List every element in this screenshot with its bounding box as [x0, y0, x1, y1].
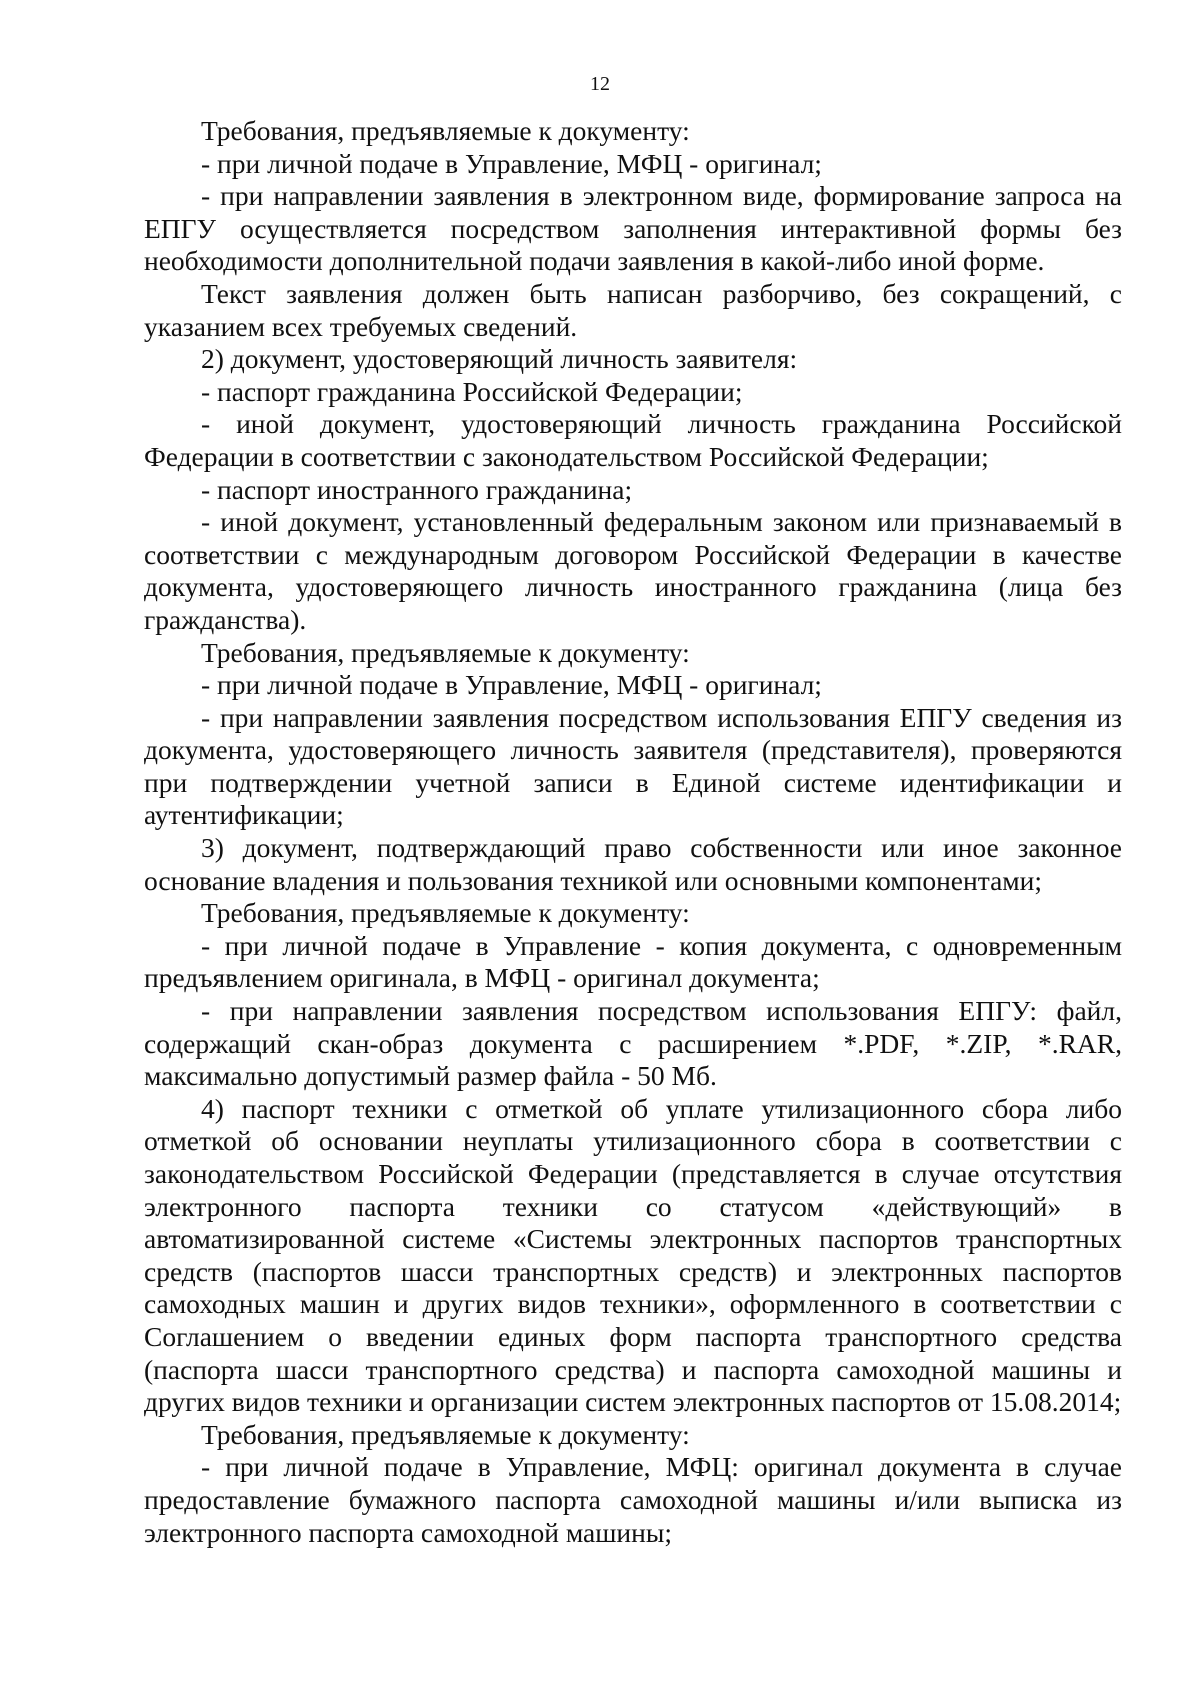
- paragraph: - при личной подаче в Управление, МФЦ - оригинал;: [201, 669, 822, 701]
- paragraph: - при личной подаче в Управление - копия документа, с одновременным предъявлением оригинала, в МФЦ - оригинал документа;: [144, 929, 1122, 994]
- paragraph: Требования, предъявляемые к документу:: [201, 897, 690, 929]
- paragraph: - паспорт иностранного гражданина;: [201, 473, 633, 505]
- paragraph: - иной документ, удостоверяющий личность гражданина Российской Федерации в соответствии с законодательством Российской Федерации;: [144, 408, 1122, 472]
- paragraph: Текст заявления должен быть написан разборчиво, без сокращений, с указанием всех требуемых сведений.: [144, 277, 1122, 342]
- paragraph: 3) документ, подтверждающий право собственности или иное законное основание владения и пользования техникой или основными компонентами;: [144, 832, 1122, 896]
- paragraph: Требования, предъявляемые к документу:: [201, 115, 690, 146]
- paragraph: - иной документ, установленный федеральным законом или признаваемый в соответствии с международным договором Российской Федерации в качестве документа, удостоверяющего личность иностранного гражданина (лица без гражданства).: [144, 506, 1122, 635]
- paragraph: 4) паспорт техники с отметкой об уплате утилизационного сбора либо отметкой об основании неуплаты утилизационного сбора в соответствии с законодательством Российской Федерации (представляется в случае отсутствия электронного паспорта техники со статусом «действующий» в автоматизированной системе «Системы электронных паспортов транспортных средств (паспортов шасси транспортных средств) и электронных паспортов самоходных машин и других видов техники», оформленного в соответствии с Соглашением о введении единых форм паспорта транспортного средства (паспорта шасси транспортного средства) и паспорта самоходной машины и других видов техники и организации систем электронных паспортов от 15.08.2014;: [144, 1092, 1122, 1418]
- paragraph: 2) документ, удостоверяющий личность заявителя:: [201, 343, 798, 375]
- paragraph: - паспорт гражданина Российской Федерации;: [201, 375, 743, 407]
- paragraph: Требования, предъявляемые к документу:: [201, 1418, 690, 1450]
- paragraph: - при направлении заявления посредством использования ЕПГУ: файл, содержащий скан-образ документа с расширением *.PDF, *.ZIP, *.RAR, максимально допустимый размер файла - 50 Мб.: [144, 995, 1122, 1092]
- paragraph: - при личной подаче в Управление, МФЦ - оригинал;: [201, 147, 822, 179]
- paragraph: Требования, предъявляемые к документу:: [201, 636, 690, 668]
- page-number: 12: [590, 73, 610, 95]
- paragraph: - при направлении заявления в электронном виде, формирование запроса на ЕПГУ осуществляется посредством заполнения интерактивной формы без необходимости дополнительной подачи заявления в какой-либо иной форме.: [144, 180, 1122, 277]
- paragraph: - при личной подаче в Управление, МФЦ: оригинал документа в случае предоставление бумажного паспорта самоходной машины и/или выписка из электронного паспорта самоходной машины;: [144, 1451, 1122, 1548]
- paragraph: - при направлении заявления посредством использования ЕПГУ сведения из документа, удостоверяющего личность заявителя (представителя), проверяются при подтверждении учетной записи в Единой системе идентификации и аутентификации;: [144, 701, 1122, 831]
- document-body: [144, 115, 1122, 1549]
